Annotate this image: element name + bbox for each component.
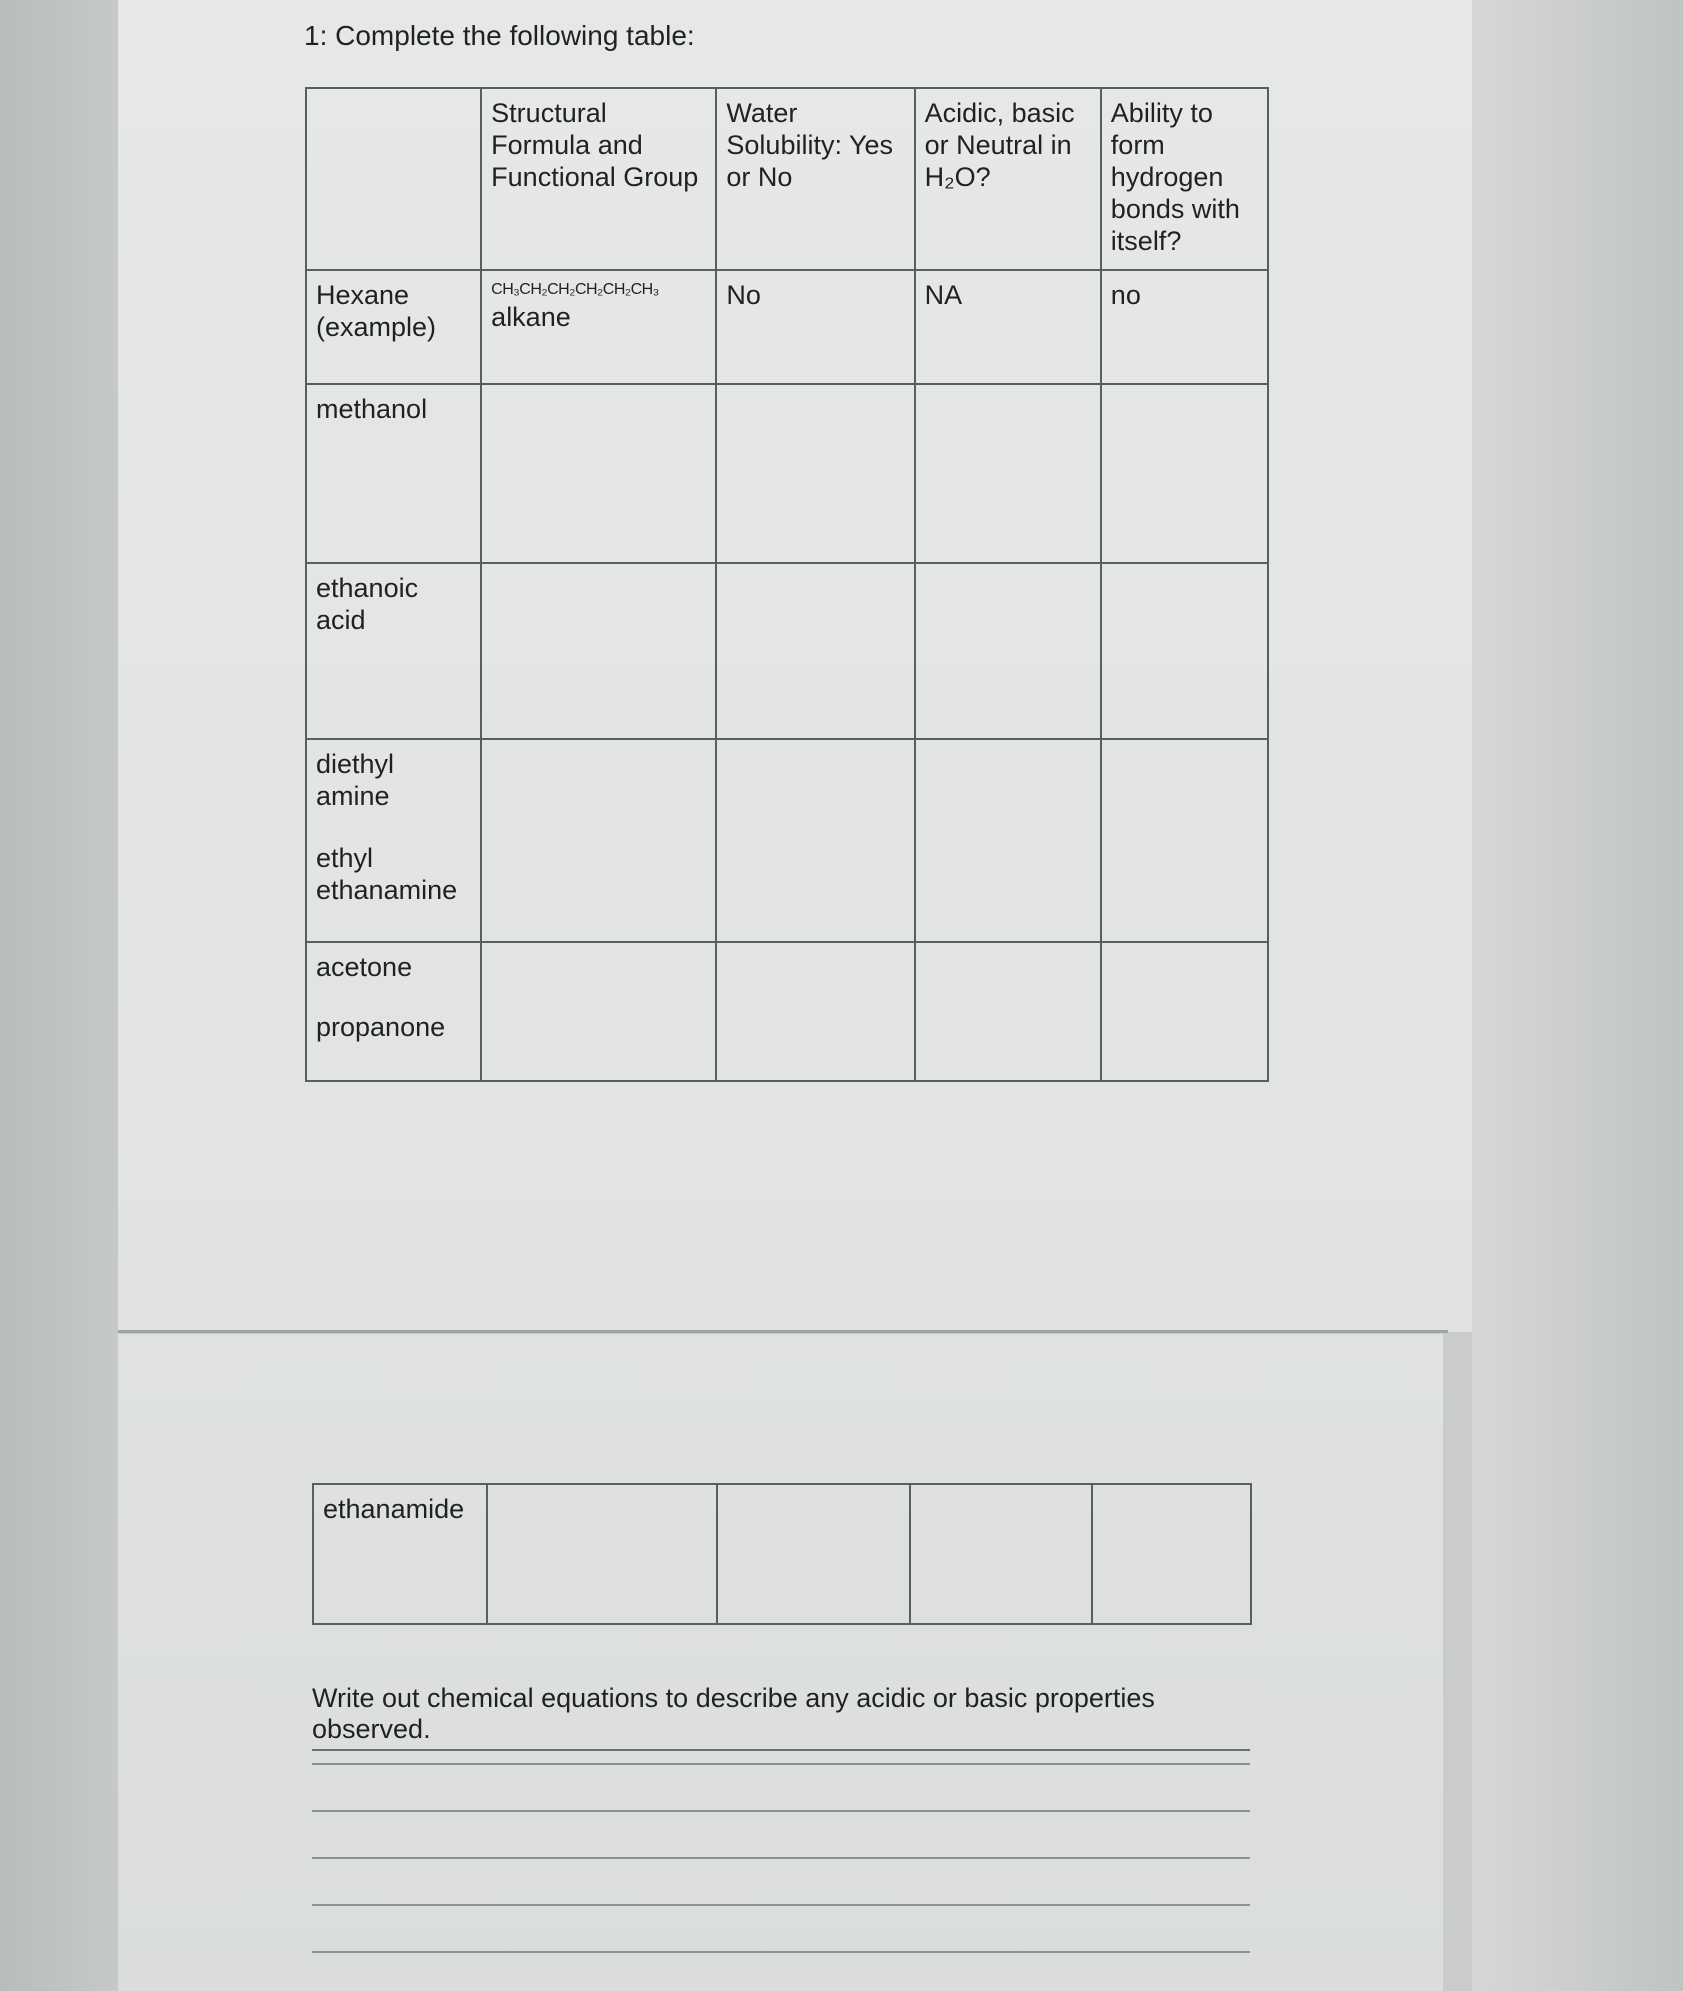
question-title: 1: Complete the following table: <box>304 20 695 51</box>
answer-cell[interactable] <box>1101 739 1268 942</box>
example-formula-cell <box>481 270 716 384</box>
answer-cell[interactable] <box>481 384 716 563</box>
answer-cell[interactable] <box>481 563 716 739</box>
answer-line[interactable] <box>312 1810 1250 1812</box>
answer-cell[interactable] <box>717 1484 910 1624</box>
row-label-methanol: methanol <box>306 384 481 563</box>
header-blank <box>306 88 481 270</box>
answer-cell[interactable] <box>487 1484 717 1624</box>
acetone-label: acetone <box>316 952 413 982</box>
propanone-label: propanone <box>316 1012 446 1042</box>
table-row <box>306 563 1268 739</box>
header-acidity: Acidic, basic or Neutral in H₂O? <box>915 88 1101 270</box>
answer-cell[interactable] <box>716 942 914 1081</box>
example-acidity: NA <box>915 270 1101 384</box>
answer-cell[interactable] <box>915 739 1101 942</box>
example-solubility: No <box>716 270 914 384</box>
background-right <box>1472 0 1683 1991</box>
table-header-row <box>306 88 1268 270</box>
row-label-ethanamide: ethanamide <box>313 1484 487 1624</box>
row-label-acetone <box>306 942 481 1081</box>
table-row <box>306 270 1268 384</box>
row-label-ethanoic-acid: ethanoic acid <box>306 563 481 739</box>
answer-cell[interactable] <box>481 739 716 942</box>
header-formula: Structural Formula and Functional Group <box>481 88 716 270</box>
diethyl-amine-label: diethyl amine <box>316 749 395 811</box>
table-row <box>313 1484 1251 1624</box>
answer-cell[interactable] <box>915 942 1101 1081</box>
example-functional-group: alkane <box>491 302 571 332</box>
worksheet-page-lower <box>118 1334 1443 1991</box>
background-left <box>0 0 118 1991</box>
header-hbond: Ability to form hydrogen bonds with itself? <box>1101 88 1268 270</box>
answer-line[interactable] <box>312 1904 1250 1906</box>
answer-line[interactable] <box>312 1951 1250 1953</box>
answer-cell[interactable] <box>915 563 1101 739</box>
example-hbond: no <box>1101 270 1268 384</box>
answer-cell[interactable] <box>716 739 914 942</box>
ethyl-ethanamine-label: ethyl ethanamine <box>316 843 458 905</box>
answer-cell[interactable] <box>716 384 914 563</box>
header-solubility: Water Solubility: Yes or No <box>716 88 914 270</box>
answer-cell[interactable] <box>716 563 914 739</box>
equations-instruction: Write out chemical equations to describe any acidic or basic properties observed. <box>312 1683 1250 1751</box>
answer-cell[interactable] <box>481 942 716 1081</box>
answer-cell[interactable] <box>1092 1484 1251 1624</box>
answer-cell[interactable] <box>1101 384 1268 563</box>
answer-cell[interactable] <box>1101 942 1268 1081</box>
answer-cell[interactable] <box>910 1484 1092 1624</box>
row-label-hexane: Hexane (example) <box>306 270 481 384</box>
properties-table-continued <box>312 1483 1252 1625</box>
table-row <box>306 739 1268 942</box>
table-row <box>306 942 1268 1081</box>
answer-cell[interactable] <box>915 384 1101 563</box>
properties-table <box>305 87 1269 1082</box>
example-formula: CH₃CH₂CH₂CH₂CH₂CH₃ <box>491 281 659 298</box>
page-edge <box>118 1330 1448 1333</box>
row-label-diethyl-amine <box>306 739 481 942</box>
answer-line[interactable] <box>312 1857 1250 1859</box>
table-row <box>306 384 1268 563</box>
answer-line[interactable] <box>312 1763 1250 1765</box>
answer-cell[interactable] <box>1101 563 1268 739</box>
